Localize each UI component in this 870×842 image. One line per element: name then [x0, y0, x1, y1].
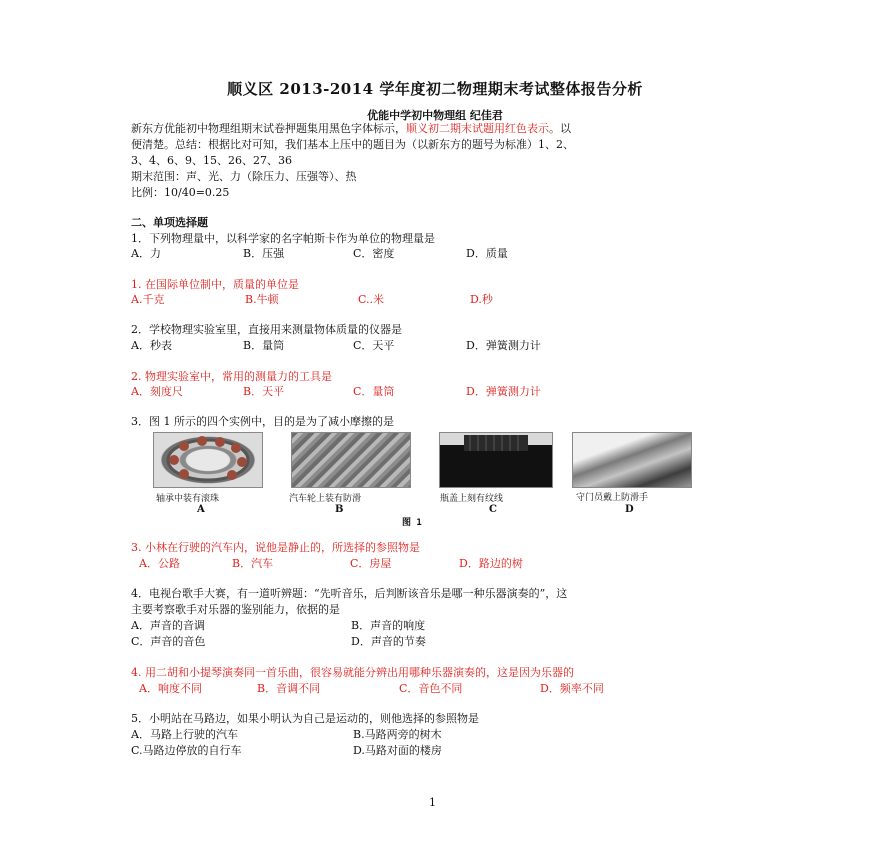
- exam-question-1-stem: 1. 在国际单位制中，质量的单位是: [131, 278, 299, 291]
- question-1-option-c: C．密度: [353, 247, 395, 260]
- intro-line-5: 比例：10/40=0.25: [131, 186, 230, 199]
- question-4-option-b: B．声音的响度: [351, 619, 426, 632]
- question-4-option-a: A．声音的音调: [131, 619, 205, 632]
- question-2-stem: 2．学校物理实验室里，直接用来测量物体质量的仪器是: [131, 323, 402, 336]
- question-1-option-a: A．力: [131, 247, 161, 260]
- exam-question-1-option-d: D.秒: [470, 293, 493, 306]
- question-4-option-d: D．声音的节奏: [351, 635, 426, 648]
- exam-question-4-option-b: B．音调不同: [257, 682, 321, 695]
- document-subtitle: 优能中学初中物理组 纪佳君: [367, 109, 503, 122]
- question-5-option-d: D.马路对面的楼房: [353, 744, 442, 757]
- exam-question-2-option-d: D．弹簧测力计: [466, 385, 541, 398]
- page-number: 1: [429, 796, 436, 809]
- intro-line-2: 便清楚。总结：根据比对可知，我们基本上压中的题目为（以新东方的题号为标准）1、2、: [131, 138, 574, 151]
- exam-question-3-stem: 3. 小林在行驶的汽车内，说他是静止的，所选择的参照物是: [131, 541, 420, 554]
- intro-line-1-red: 顺义初二期末试题用红色表示: [406, 122, 549, 135]
- figure-label-a: A: [197, 504, 205, 515]
- question-1-option-d: D．质量: [466, 247, 508, 260]
- exam-question-3-option-a: A．公路: [139, 557, 180, 570]
- exam-question-4-option-d: D．频率不同: [540, 682, 604, 695]
- question-5-option-a: A．马路上行驶的汽车: [131, 728, 238, 741]
- exam-question-1-option-a: A.千克: [131, 293, 165, 306]
- figure-label-d: D: [625, 504, 634, 515]
- bottle-cap-graphic: [440, 433, 552, 487]
- exam-question-2-option-b: B．天平: [243, 385, 285, 398]
- exam-question-3-option-b: B．汽车: [232, 557, 274, 570]
- figure-caption-d: 守门员戴上防滑手: [576, 493, 649, 503]
- question-4-stem-line-2: 主要考察歌手对乐器的鉴别能力，依据的是: [131, 603, 340, 616]
- question-2-option-c: C．天平: [353, 339, 395, 352]
- question-4-option-c: C．声音的音色: [131, 635, 206, 648]
- intro-line-1-black: 新东方优能初中物理组期末试卷押题集用黑色字体标示，: [131, 122, 406, 135]
- figure-label-b: B: [335, 504, 344, 515]
- exam-question-1-option-c: C..米: [358, 293, 385, 306]
- goalkeeper-gloves-image: [572, 432, 692, 488]
- intro-line-4: 期末范围：声、光、力（除压力、压强等）、热: [131, 170, 357, 183]
- exam-question-4-stem: 4. 用二胡和小提琴演奏同一首乐曲，很容易就能分辨出用哪种乐器演奏的，这是因为乐器的: [131, 666, 574, 679]
- exam-question-3-option-d: D．路边的树: [459, 557, 523, 570]
- question-2-option-d: D．弹簧测力计: [466, 339, 541, 352]
- intro-line-3: 3、4、6、9、15、26、27、36: [131, 154, 292, 167]
- exam-question-2-option-a: A．刻度尺: [131, 385, 183, 398]
- snow-chain-tire-image: [291, 432, 411, 488]
- question-1-option-b: B．压强: [243, 247, 285, 260]
- bearing-image: [153, 432, 263, 488]
- section-heading: 二、单项选择题: [131, 216, 208, 229]
- document-title: 顺义区 2013-2014 学年度初二物理期末考试整体报告分析: [227, 80, 643, 98]
- exam-question-4-option-a: A．响度不同: [139, 682, 202, 695]
- question-5-option-c: C.马路边停放的自行车: [131, 744, 242, 757]
- figure-caption-b: 汽车轮上装有防滑: [289, 494, 362, 504]
- exam-question-4-option-c: C．音色不同: [399, 682, 463, 695]
- exam-question-2-option-c: C．量筒: [353, 385, 395, 398]
- figure-caption-c: 瓶盖上刻有纹线: [440, 494, 504, 504]
- question-5-option-b: B.马路两旁的树木: [353, 728, 442, 741]
- intro-line-1: [131, 121, 571, 137]
- question-3-stem: 3．图 1 所示的四个实例中，目的是为了减小摩擦的是: [131, 415, 394, 428]
- question-2-option-b: B．量筒: [243, 339, 285, 352]
- figure-title: 图 1: [402, 518, 422, 528]
- question-1-stem: 1．下列物理量中，以科学家的名字帕斯卡作为单位的物理量是: [131, 232, 435, 245]
- exam-question-1-option-b: B.牛顿: [245, 293, 279, 306]
- figure-caption-a: 轴承中装有滚珠: [156, 494, 220, 504]
- exam-question-2-stem: 2. 物理实验室中，常用的测量力的工具是: [131, 370, 332, 383]
- question-5-stem: 5．小明站在马路边，如果小明认为自己是运动的，则他选择的参照物是: [131, 712, 479, 725]
- intro-line-1-tail: 。以: [549, 122, 571, 135]
- question-2-option-a: A．秒表: [131, 339, 172, 352]
- figure-label-c: C: [489, 504, 497, 515]
- exam-question-3-option-c: C．房屋: [350, 557, 392, 570]
- question-4-stem-line-1: 4．电视台歌手大赛，有一道听辨题：“先听音乐，后判断该音乐是哪一种乐器演奏的”，这: [131, 587, 568, 600]
- bottle-cap-image: [439, 432, 553, 488]
- bearing-balls-graphic: [154, 433, 262, 487]
